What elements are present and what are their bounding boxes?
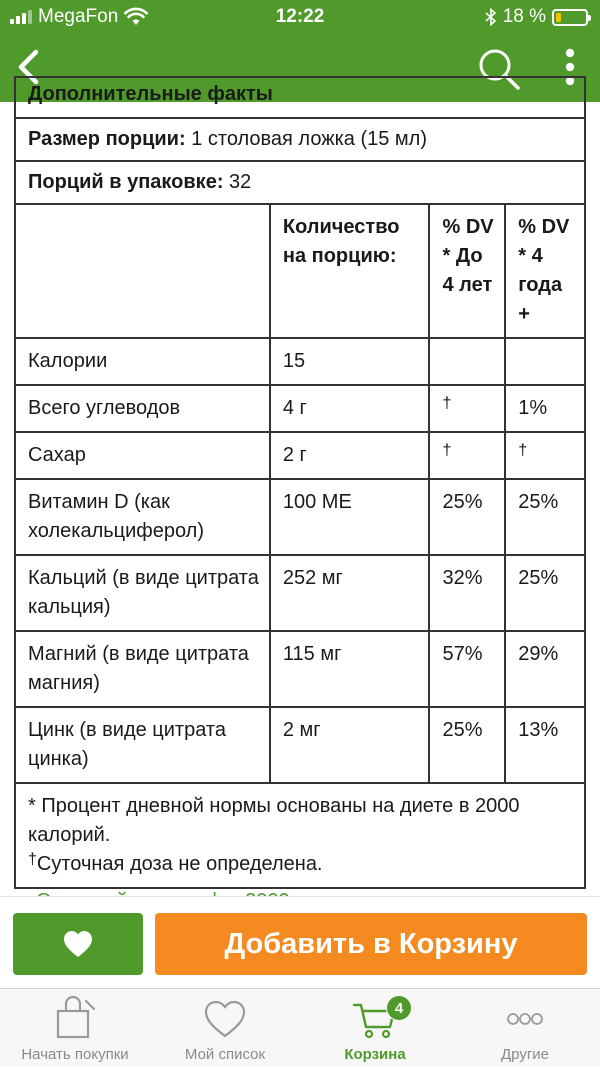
- nutrient-amount: 4 г: [270, 385, 430, 432]
- table-row: [15, 385, 585, 432]
- tab-cart[interactable]: [300, 989, 450, 1067]
- serving-size-label: Размер порции:: [28, 128, 186, 150]
- nutrient-dv-over-4: [505, 432, 585, 479]
- dagger-mark: †: [442, 442, 452, 459]
- nutrient-dv-over-4: 13%: [505, 707, 585, 783]
- tab-my-list[interactable]: [150, 989, 300, 1067]
- footnote-cell: [15, 783, 585, 888]
- footnote-not-established-text: Суточная доза не определена.: [36, 853, 323, 875]
- table-row: [15, 631, 585, 707]
- nutrient-name: Калории: [15, 338, 270, 385]
- tab-label: Мой список: [184, 1046, 266, 1063]
- nutrient-dv-over-4: [505, 338, 585, 385]
- tab-label: Другие: [500, 1046, 550, 1063]
- tab-label: Корзина: [344, 1046, 406, 1063]
- serving-size-value: 1 столовая ложка (15 мл): [185, 128, 428, 150]
- battery-icon: [552, 9, 588, 26]
- section-title: Дополнительные факты: [15, 77, 585, 118]
- footnote-daily-value: * Процент дневной нормы основаны на диете в 2000 калорий.: [28, 795, 520, 846]
- nutrient-dv-under-4: [429, 432, 505, 479]
- status-bar: [0, 0, 600, 34]
- nutrient-amount: 2 мг: [270, 707, 430, 783]
- battery-level: [556, 13, 561, 22]
- servings-label: Порций в упаковке:: [28, 171, 224, 193]
- supplement-facts-table: [14, 76, 586, 889]
- header-dv-over-4: % DV * 4 года +: [505, 204, 585, 338]
- dagger-mark: †: [518, 442, 528, 459]
- nutrient-name: Магний (в виде цитрата магния): [15, 631, 270, 707]
- table-title-row: [15, 77, 585, 118]
- nutrient-dv-under-4: [429, 385, 505, 432]
- tab-start-shopping[interactable]: [0, 989, 150, 1067]
- tab-bar: [0, 988, 600, 1066]
- footnote-row: [15, 783, 585, 888]
- status-right: [485, 6, 588, 28]
- servings-per-container-row: [15, 161, 585, 204]
- header-dv-under-4: % DV * До 4 лет: [429, 204, 505, 338]
- nutrient-name: Кальций (в виде цитрата кальция): [15, 555, 270, 631]
- nutrient-dv-under-4: 25%: [429, 479, 505, 555]
- carrier-name: MegaFon: [38, 6, 119, 27]
- servings-cell: [15, 161, 585, 204]
- dagger-mark: †: [28, 851, 37, 868]
- table-row: [15, 432, 585, 479]
- more-horizontal-icon: [500, 995, 550, 1041]
- nutrient-dv-over-4: 25%: [505, 479, 585, 555]
- nutrient-amount: 115 мг: [270, 631, 430, 707]
- nutrient-dv-under-4: [429, 338, 505, 385]
- table-row: [15, 555, 585, 631]
- servings-value: 32: [223, 171, 252, 193]
- table-row: [15, 338, 585, 385]
- nutrient-dv-over-4: 25%: [505, 555, 585, 631]
- nutrient-name: Всего углеводов: [15, 385, 270, 432]
- cart-count-badge: 4: [386, 995, 412, 1021]
- add-to-cart-button[interactable]: Добавить в Корзину: [155, 913, 587, 975]
- nutrient-amount: 252 мг: [270, 555, 430, 631]
- header-amount: Количество на порцию:: [270, 204, 430, 338]
- nutrient-name: Сахар: [15, 432, 270, 479]
- heart-icon: [63, 930, 93, 958]
- nutrient-amount: 100 МЕ: [270, 479, 430, 555]
- nutrient-dv-under-4: 25%: [429, 707, 505, 783]
- header-empty-cell: [15, 204, 270, 338]
- heart-outline-icon: [200, 995, 250, 1041]
- nutrient-dv-over-4: 29%: [505, 631, 585, 707]
- dagger-mark: †: [442, 395, 452, 412]
- nutrient-amount: 2 г: [270, 432, 430, 479]
- tab-other[interactable]: [450, 989, 600, 1067]
- table-row: [15, 707, 585, 783]
- serving-size-cell: [15, 118, 585, 161]
- nutrient-dv-under-4: 57%: [429, 631, 505, 707]
- nutrient-name: Цинк (в виде цитрата цинка): [15, 707, 270, 783]
- table-row: [15, 479, 585, 555]
- status-time: 12:22: [275, 6, 325, 27]
- add-to-favorites-button[interactable]: [13, 913, 143, 975]
- shopping-bag-icon: [50, 995, 100, 1041]
- action-bar: [0, 896, 600, 988]
- column-header-row: [15, 204, 585, 338]
- nutrient-name: Витамин D (как холекальциферол): [15, 479, 270, 555]
- bluetooth-icon: [485, 8, 497, 26]
- nutrient-amount: 15: [270, 338, 430, 385]
- battery-percent: 18 %: [502, 6, 546, 27]
- nutrient-dv-over-4: 1%: [505, 385, 585, 432]
- content-scroll-area[interactable]: [0, 83, 600, 910]
- tab-label: Начать покупки: [21, 1046, 129, 1063]
- serving-size-row: [15, 118, 585, 161]
- nutrient-dv-under-4: 32%: [429, 555, 505, 631]
- footnote-not-established: [28, 850, 574, 879]
